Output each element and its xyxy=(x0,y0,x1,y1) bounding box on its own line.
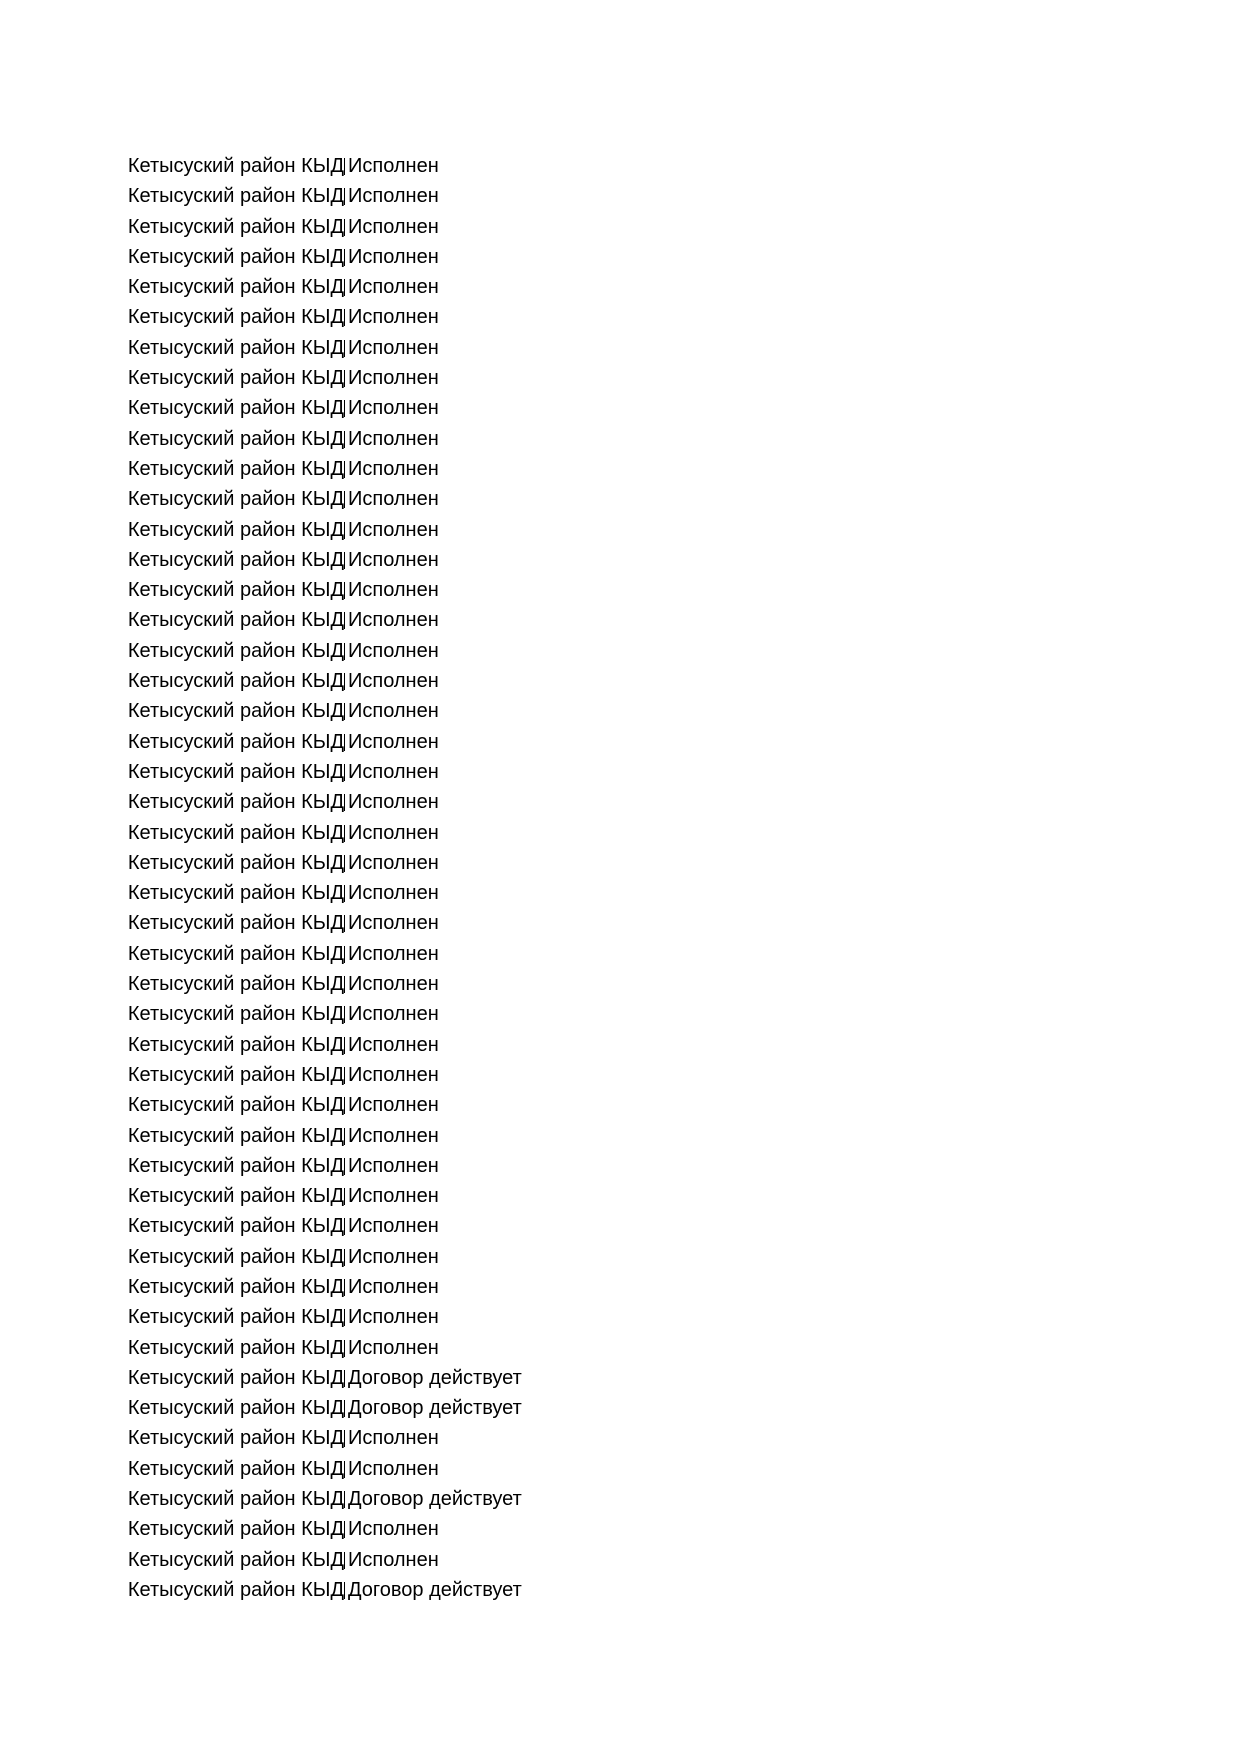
table-row xyxy=(0,1242,1240,1272)
district-text: Кетысуский район КЫД xyxy=(127,730,344,753)
district-text: Кетысуский район КЫД xyxy=(127,1245,344,1268)
cell-divider xyxy=(344,188,345,205)
district-cell xyxy=(115,1575,344,1605)
table-row xyxy=(0,1333,1240,1363)
district-text: Кетысуский район КЫД xyxy=(127,700,344,723)
status-cell: Исполнен xyxy=(348,579,439,602)
table-row xyxy=(0,1454,1240,1484)
district-cell xyxy=(115,1302,344,1332)
status-cell: Договор действует xyxy=(348,1488,522,1511)
district-cell xyxy=(115,1121,344,1151)
district-text: Кетысуский район КЫД xyxy=(127,579,344,602)
district-cell xyxy=(115,999,344,1029)
district-text: Кетысуский район КЫД xyxy=(127,457,344,480)
cell-divider xyxy=(344,1037,345,1054)
district-cell xyxy=(115,605,344,635)
table-row xyxy=(0,1393,1240,1423)
table-row xyxy=(0,1484,1240,1514)
status-cell: Исполнен xyxy=(348,1094,439,1117)
district-cell xyxy=(115,848,344,878)
status-cell: Договор действует xyxy=(348,1578,522,1601)
table-row xyxy=(0,878,1240,908)
district-cell xyxy=(115,484,344,514)
status-cell: Исполнен xyxy=(348,1215,439,1238)
status-cell: Исполнен xyxy=(348,730,439,753)
district-cell xyxy=(115,757,344,787)
district-cell xyxy=(115,818,344,848)
cell-divider xyxy=(344,219,345,236)
status-cell: Исполнен xyxy=(348,1124,439,1147)
district-cell xyxy=(115,1363,344,1393)
status-cell: Исполнен xyxy=(348,185,439,208)
table-row xyxy=(0,151,1240,181)
table-row xyxy=(0,424,1240,454)
cell-divider xyxy=(344,158,345,175)
table-row xyxy=(0,696,1240,726)
cell-divider xyxy=(344,582,345,599)
cell-divider xyxy=(344,703,345,720)
district-cell xyxy=(115,666,344,696)
district-cell xyxy=(115,272,344,302)
district-text: Кетысуский район КЫД xyxy=(127,1094,344,1117)
cell-divider xyxy=(344,522,345,539)
table-row xyxy=(0,393,1240,423)
cell-divider xyxy=(344,1400,345,1417)
status-cell: Исполнен xyxy=(348,1185,439,1208)
status-cell: Исполнен xyxy=(348,821,439,844)
cell-divider xyxy=(344,309,345,326)
district-text: Кетысуский район КЫД xyxy=(127,1215,344,1238)
district-cell xyxy=(115,787,344,817)
table-row xyxy=(0,636,1240,666)
cell-divider xyxy=(344,279,345,296)
table-row xyxy=(0,363,1240,393)
district-cell xyxy=(115,1060,344,1090)
table-row xyxy=(0,1272,1240,1302)
district-text: Кетысуский район КЫД xyxy=(127,1366,344,1389)
status-cell: Исполнен xyxy=(348,427,439,450)
status-cell: Исполнен xyxy=(348,1518,439,1541)
status-cell: Исполнен xyxy=(348,700,439,723)
district-text: Кетысуский район КЫД xyxy=(127,1185,344,1208)
cell-divider xyxy=(344,431,345,448)
cell-divider xyxy=(344,1461,345,1478)
cell-divider xyxy=(344,734,345,751)
status-cell: Исполнен xyxy=(348,367,439,390)
district-text: Кетысуский район КЫД xyxy=(127,1124,344,1147)
table-row xyxy=(0,848,1240,878)
status-cell: Договор действует xyxy=(348,1366,522,1389)
table-row xyxy=(0,1575,1240,1605)
table-row xyxy=(0,212,1240,242)
district-cell xyxy=(115,1242,344,1272)
status-cell: Исполнен xyxy=(348,912,439,935)
table-row xyxy=(0,969,1240,999)
cell-divider xyxy=(344,340,345,357)
district-text: Кетысуский район КЫД xyxy=(127,1427,344,1450)
cell-divider xyxy=(344,794,345,811)
district-text: Кетысуский район КЫД xyxy=(127,609,344,632)
district-cell xyxy=(115,727,344,757)
cell-divider xyxy=(344,1249,345,1266)
table-row xyxy=(0,727,1240,757)
table-row xyxy=(0,1302,1240,1332)
district-text: Кетысуский район КЫД xyxy=(127,1275,344,1298)
cell-divider xyxy=(344,673,345,690)
cell-divider xyxy=(344,643,345,660)
cell-divider xyxy=(344,946,345,963)
table-row xyxy=(0,1151,1240,1181)
district-text: Кетысуский район КЫД xyxy=(127,1154,344,1177)
status-cell: Договор действует xyxy=(348,1397,522,1420)
district-text: Кетысуский район КЫД xyxy=(127,518,344,541)
cell-divider xyxy=(344,491,345,508)
table-row xyxy=(0,1211,1240,1241)
district-text: Кетысуский район КЫД xyxy=(127,851,344,874)
cell-divider xyxy=(344,1430,345,1447)
district-text: Кетысуский район КЫД xyxy=(127,942,344,965)
district-cell xyxy=(115,939,344,969)
district-text: Кетысуский район КЫД xyxy=(127,1397,344,1420)
status-cell: Исполнен xyxy=(348,1245,439,1268)
table-row xyxy=(0,818,1240,848)
district-text: Кетысуский район КЫД xyxy=(127,1033,344,1056)
status-cell: Исполнен xyxy=(348,306,439,329)
cell-divider xyxy=(344,370,345,387)
district-cell xyxy=(115,1514,344,1544)
district-cell xyxy=(115,363,344,393)
status-cell: Исполнен xyxy=(348,1033,439,1056)
district-text: Кетысуский район КЫД xyxy=(127,215,344,238)
cell-divider xyxy=(344,1582,345,1599)
status-cell: Исполнен xyxy=(348,851,439,874)
status-cell: Исполнен xyxy=(348,488,439,511)
status-cell: Исполнен xyxy=(348,882,439,905)
status-cell: Исполнен xyxy=(348,336,439,359)
cell-divider xyxy=(344,612,345,629)
cell-divider xyxy=(344,400,345,417)
district-cell xyxy=(115,454,344,484)
status-cell: Исполнен xyxy=(348,457,439,480)
table-row xyxy=(0,666,1240,696)
district-cell xyxy=(115,1333,344,1363)
district-cell xyxy=(115,1181,344,1211)
status-cell: Исполнен xyxy=(348,760,439,783)
district-cell xyxy=(115,212,344,242)
district-cell xyxy=(115,242,344,272)
cell-divider xyxy=(344,885,345,902)
table-row xyxy=(0,999,1240,1029)
table-row xyxy=(0,302,1240,332)
district-text: Кетысуский район КЫД xyxy=(127,427,344,450)
table-row xyxy=(0,1030,1240,1060)
status-cell: Исполнен xyxy=(348,1154,439,1177)
status-cell: Исполнен xyxy=(348,548,439,571)
status-cell: Исполнен xyxy=(348,609,439,632)
district-cell xyxy=(115,424,344,454)
district-text: Кетысуский район КЫД xyxy=(127,488,344,511)
district-cell xyxy=(115,1454,344,1484)
cell-divider xyxy=(344,764,345,781)
district-text: Кетысуский район КЫД xyxy=(127,1518,344,1541)
cell-divider xyxy=(344,249,345,266)
table-row xyxy=(0,1090,1240,1120)
table-row xyxy=(0,1181,1240,1211)
table-rows xyxy=(0,151,1240,1605)
table-row xyxy=(0,939,1240,969)
status-cell: Исполнен xyxy=(348,791,439,814)
table-row xyxy=(0,272,1240,302)
status-cell: Исполнен xyxy=(348,1275,439,1298)
district-text: Кетысуский район КЫД xyxy=(127,912,344,935)
district-text: Кетысуский район КЫД xyxy=(127,336,344,359)
district-text: Кетысуский район КЫД xyxy=(127,791,344,814)
district-text: Кетысуский район КЫД xyxy=(127,397,344,420)
district-cell xyxy=(115,1272,344,1302)
cell-divider xyxy=(344,1491,345,1508)
cell-divider xyxy=(344,825,345,842)
district-cell xyxy=(115,636,344,666)
cell-divider xyxy=(344,552,345,569)
cell-divider xyxy=(344,1006,345,1023)
district-cell xyxy=(115,393,344,423)
district-cell xyxy=(115,1151,344,1181)
table-row xyxy=(0,454,1240,484)
table-row xyxy=(0,1121,1240,1151)
table-row xyxy=(0,181,1240,211)
table-row xyxy=(0,242,1240,272)
table-row xyxy=(0,575,1240,605)
district-cell xyxy=(115,302,344,332)
cell-divider xyxy=(344,1067,345,1084)
cell-divider xyxy=(344,855,345,872)
status-cell: Исполнен xyxy=(348,1548,439,1571)
district-text: Кетысуский район КЫД xyxy=(127,155,344,177)
status-cell: Исполнен xyxy=(348,1063,439,1086)
cell-divider xyxy=(344,1370,345,1387)
status-cell: Исполнен xyxy=(348,1457,439,1480)
status-cell: Исполнен xyxy=(348,942,439,965)
district-cell xyxy=(115,908,344,938)
district-text: Кетысуский район КЫД xyxy=(127,973,344,996)
status-cell: Исполнен xyxy=(348,245,439,268)
status-cell: Исполнен xyxy=(348,276,439,299)
status-cell: Исполнен xyxy=(348,518,439,541)
district-cell xyxy=(115,575,344,605)
district-text: Кетысуский район КЫД xyxy=(127,760,344,783)
table-row xyxy=(0,545,1240,575)
district-cell xyxy=(115,1090,344,1120)
table-row xyxy=(0,1545,1240,1575)
district-text: Кетысуский район КЫД xyxy=(127,185,344,208)
cell-divider xyxy=(344,915,345,932)
district-text: Кетысуский район КЫД xyxy=(127,306,344,329)
district-text: Кетысуский район КЫД xyxy=(127,1457,344,1480)
status-cell: Исполнен xyxy=(348,670,439,693)
status-cell: Исполнен xyxy=(348,155,439,177)
cell-divider xyxy=(344,1279,345,1296)
table-row xyxy=(0,1363,1240,1393)
district-cell xyxy=(115,1545,344,1575)
district-cell xyxy=(115,151,344,181)
district-text: Кетысуский район КЫД xyxy=(127,639,344,662)
cell-divider xyxy=(344,1188,345,1205)
cell-divider xyxy=(344,461,345,478)
cell-divider xyxy=(344,1097,345,1114)
district-cell xyxy=(115,1211,344,1241)
district-text: Кетысуский район КЫД xyxy=(127,1488,344,1511)
district-cell xyxy=(115,1030,344,1060)
district-cell xyxy=(115,181,344,211)
district-text: Кетысуский район КЫД xyxy=(127,1003,344,1026)
table-row xyxy=(0,908,1240,938)
status-cell: Исполнен xyxy=(348,1003,439,1026)
district-text: Кетысуский район КЫД xyxy=(127,367,344,390)
table-row xyxy=(0,757,1240,787)
district-text: Кетысуский район КЫД xyxy=(127,1578,344,1601)
district-cell xyxy=(115,1484,344,1514)
district-text: Кетысуский район КЫД xyxy=(127,670,344,693)
table-row xyxy=(0,1514,1240,1544)
status-cell: Исполнен xyxy=(348,639,439,662)
district-text: Кетысуский район КЫД xyxy=(127,548,344,571)
district-cell xyxy=(115,969,344,999)
district-text: Кетысуский район КЫД xyxy=(127,1306,344,1329)
cell-divider xyxy=(344,1128,345,1145)
table-row xyxy=(0,1423,1240,1453)
district-cell xyxy=(115,1423,344,1453)
district-text: Кетысуский район КЫД xyxy=(127,1548,344,1571)
status-cell: Исполнен xyxy=(348,1336,439,1359)
status-cell: Исполнен xyxy=(348,1306,439,1329)
table-row xyxy=(0,484,1240,514)
cell-divider xyxy=(344,1309,345,1326)
cell-divider xyxy=(344,1218,345,1235)
district-cell xyxy=(115,545,344,575)
district-text: Кетысуский район КЫД xyxy=(127,1336,344,1359)
district-cell xyxy=(115,696,344,726)
district-cell xyxy=(115,878,344,908)
status-cell: Исполнен xyxy=(348,397,439,420)
district-text: Кетысуский район КЫД xyxy=(127,1063,344,1086)
cell-divider xyxy=(344,976,345,993)
district-cell xyxy=(115,333,344,363)
district-text: Кетысуский район КЫД xyxy=(127,276,344,299)
table-row xyxy=(0,333,1240,363)
status-cell: Исполнен xyxy=(348,973,439,996)
status-cell: Исполнен xyxy=(348,215,439,238)
district-text: Кетысуский район КЫД xyxy=(127,245,344,268)
district-cell xyxy=(115,1393,344,1423)
table-row xyxy=(0,605,1240,635)
cell-divider xyxy=(344,1340,345,1357)
district-text: Кетысуский район КЫД xyxy=(127,882,344,905)
table-row xyxy=(0,787,1240,817)
table-row xyxy=(0,1060,1240,1090)
district-cell xyxy=(115,515,344,545)
table-row xyxy=(0,515,1240,545)
district-text: Кетысуский район КЫД xyxy=(127,821,344,844)
status-cell: Исполнен xyxy=(348,1427,439,1450)
cell-divider xyxy=(344,1521,345,1538)
cell-divider xyxy=(344,1552,345,1569)
cell-divider xyxy=(344,1158,345,1175)
